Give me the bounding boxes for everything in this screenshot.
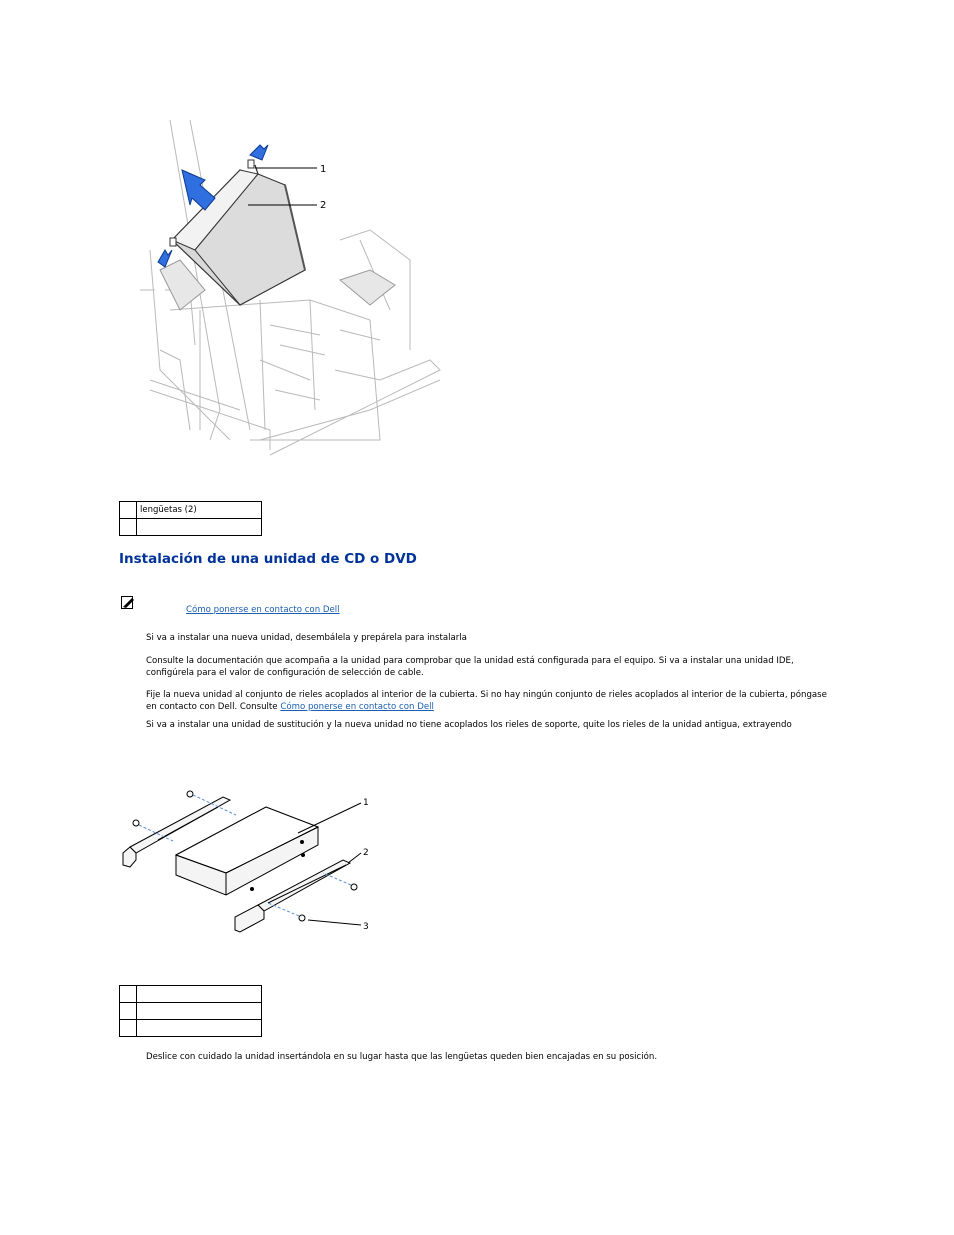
figure1-legend xyxy=(119,501,262,536)
legend-text xyxy=(137,1003,262,1020)
section-title: Instalación de una unidad de CD o DVD xyxy=(119,551,417,567)
step-text: Si va a instalar una unidad de sustitución y la nueva unidad no tiene acoplados los rieles de soporte, quite los rieles de la unidad antigua, extrayendo xyxy=(146,720,792,730)
step-paragraph xyxy=(146,720,836,732)
step-text: Deslice con cuidado la unidad insertándola en su lugar hasta que las lengüetas queden bien encajadas en su posición. xyxy=(146,1052,658,1062)
legend-number xyxy=(120,1003,137,1020)
note-contact-dell-link[interactable]: Cómo ponerse en contacto con Dell xyxy=(186,605,340,615)
legend-row xyxy=(120,986,262,1003)
figure1-callout-1: 1 xyxy=(320,164,327,175)
step-text: Si va a instalar una nueva unidad, desembálela y prepárela para instalarla xyxy=(146,633,467,643)
figure2-callout-1: 1 xyxy=(363,798,369,808)
legend-row xyxy=(120,519,262,536)
step-text: Consulte la documentación que acompaña a la unidad para comprobar que la unidad está configurada para el equipo. Si va a instalar una unidad IDE, configúrela para el valor de configuración de selección de cable. xyxy=(146,656,794,678)
step-paragraph xyxy=(146,690,836,713)
legend-text: lengüetas (2) xyxy=(137,502,262,519)
legend-number xyxy=(120,519,137,536)
legend-row xyxy=(120,1020,262,1037)
contact-dell-link[interactable]: Cómo ponerse en contacto con Dell xyxy=(280,701,434,712)
legend-text xyxy=(137,519,262,536)
step-paragraph xyxy=(146,633,836,645)
legend-number xyxy=(120,1020,137,1037)
legend-text xyxy=(137,986,262,1003)
figure2-legend xyxy=(119,985,262,1037)
legend-text xyxy=(137,1020,262,1037)
drive-removal-figure xyxy=(110,110,450,470)
legend-number xyxy=(120,502,137,519)
step-paragraph xyxy=(146,1052,836,1064)
step-paragraph xyxy=(146,656,836,679)
legend-row xyxy=(120,1003,262,1020)
legend-number xyxy=(120,986,137,1003)
figure2-callout-2: 2 xyxy=(363,848,369,858)
drive-rails-figure xyxy=(118,785,378,940)
figure1-callout-2: 2 xyxy=(320,200,327,211)
note-pencil-icon xyxy=(121,596,135,609)
legend-row xyxy=(120,502,262,519)
step-text: Fije la nueva unidad al conjunto de rieles acoplados al interior de la cubierta. Si no hay ningún conjunto de rieles acoplados al interior de la cubierta, póngase en contacto con Dell. Consulte xyxy=(146,690,827,712)
figure2-callout-3: 3 xyxy=(363,922,369,932)
